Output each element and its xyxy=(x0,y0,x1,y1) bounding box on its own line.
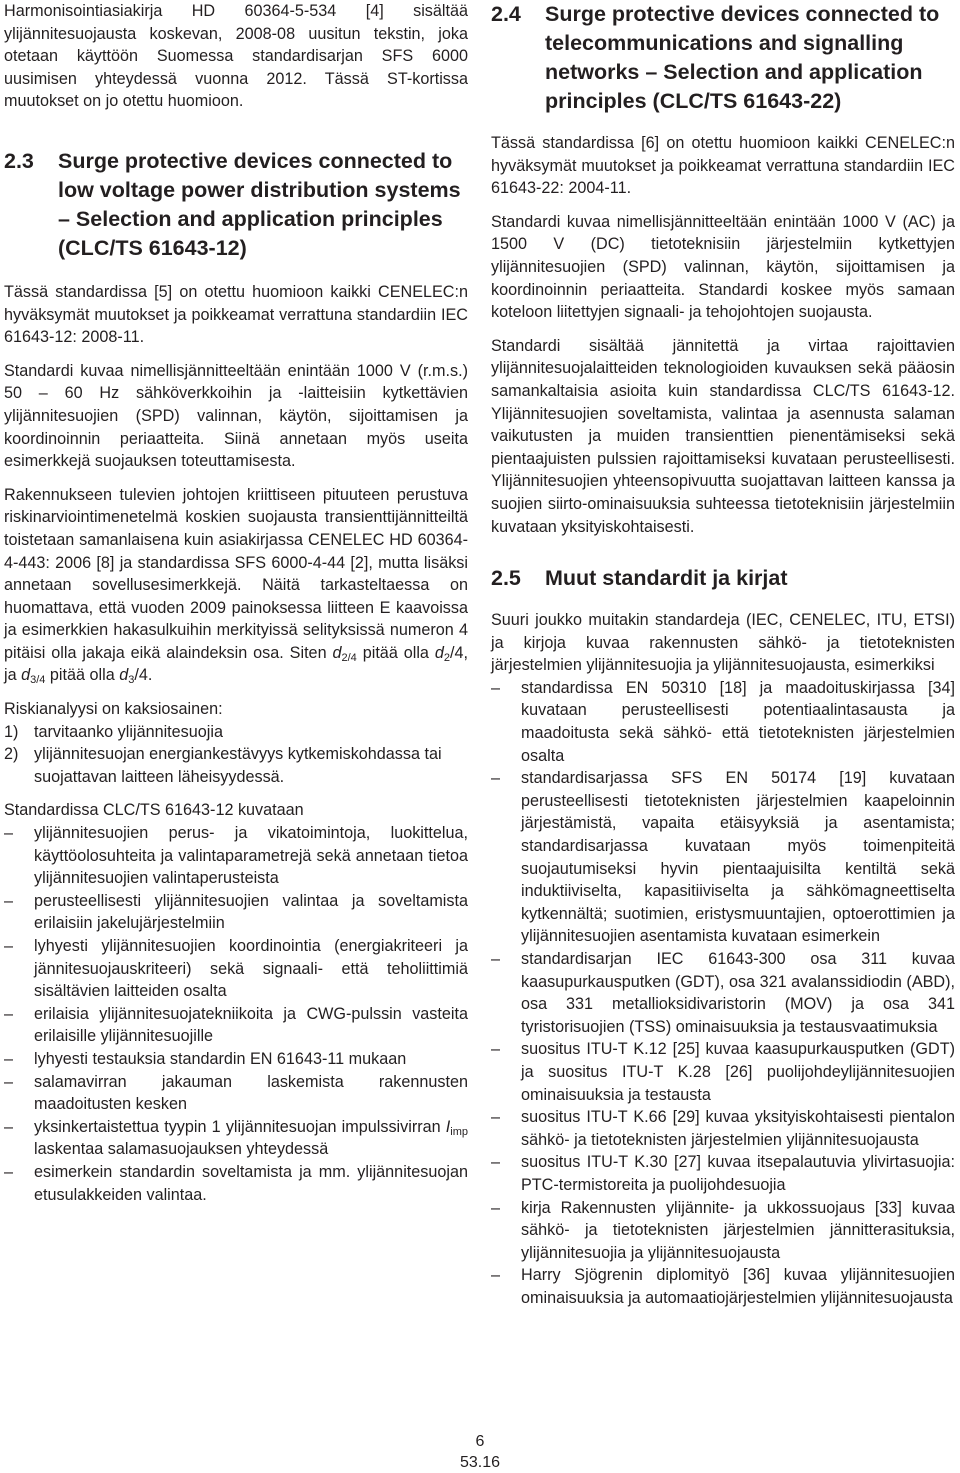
list-item: – erilaisia ylijännitesuojatekniikoita ja CWG-pulssin vasteita erilaisille ylijännitesuojille xyxy=(4,1003,468,1048)
section-2-3-heading xyxy=(4,147,468,263)
paragraph: Standardi sisältää jännitettä ja virtaa rajoittavien ylijännitesuojalaitteiden teknologioiden kuvauksen sekä pääosin samankaltaisia asioita kuin standardissa CLC/TS 61643-12. Ylijännitesuojien soveltamista, valintaa ja asennusta salaman vaikutusten ja muiden transienttien pienentämiseksi sekä pientaajuisten pulssien rajoittamiseksi kuvataan perusteellisesti. Ylijännitesuojien yhteensopivuutta suojattavan laitteen kanssa ja suojien siirto-ominaisuuksia suhteessa tietoteknisiin järjestelmiin kuvataan yksityiskohtaisesti. xyxy=(491,336,955,536)
paragraph: Standardissa CLC/TS 61643-12 kuvataan xyxy=(4,801,304,820)
paragraph: Riskianalyysi on kaksiosainen: xyxy=(4,700,223,719)
list-item: – suositus ITU-T K.12 [25] kuvaa kaasupurkausputken (GDT) ja suositus ITU-T K.28 [26] puolijohdeylijännitesuojien ominaisuuksia ja testausta xyxy=(491,1038,955,1106)
subscript: 2 xyxy=(443,651,450,664)
list-item: – esimerkein standardin soveltamista ja mm. ylijännitesuojan etusulakkeiden valintaa. xyxy=(4,1161,468,1206)
section-number: 2.5 xyxy=(491,566,521,591)
references-list xyxy=(491,677,955,1310)
page-number: 6 xyxy=(475,1433,485,1450)
subscript: 3/4 xyxy=(30,674,46,687)
text-run: Rakennukseen tulevien johtojen kriittiseen pituuteen perustuva riskinarviointimenetelmä koskien suojausta transienttijännitteiltä toistetaan samanlaisena kuin asiakirjassa CENELEC HD 60364-4-443: 2006 [8] ja standardissa SFS 6000-4-44 [2], mutta lisäksi annetaan sovellusesimerkkejä. Näitä tarkasteltaessa on huomattava, että vuoden 2009 painoksessa liitteen E kaavoissa ja esimerkkien hakasulkuihin merkityissä selityksissä numeron 4 pitäisi olla jakaja eikä alaindeksin osa. Siten xyxy=(4,485,468,662)
list-item: – suositus ITU-T K.30 [27] kuvaa itsepalautuvia ylivirtasuojia: PTC-termistoreita ja puolijohdesuojia xyxy=(491,1151,955,1196)
text-run: /4. xyxy=(134,666,153,685)
section-title: Surge protective devices connected to low voltage power distribution systems – Selection and application principles (CLC/TS 61643-12) xyxy=(58,148,461,260)
paragraph: Suuri joukko muitakin standardeja (IEC, CENELEC, ITU, ETSI) ja kirjoja kuvaa rakennusten sähkö- ja tietoteknisten järjestelmien ylijännitesuojia ja ylijännitesuojausta, esimerkiksi xyxy=(491,611,955,675)
risk-list xyxy=(4,721,468,789)
paragraph: Tässä standardissa [5] on otettu huomioon kaikki CENELEC:n hyväksymät muutokset ja poikkeamat verrattuna standardiin IEC 61643-12: 2008-11. xyxy=(4,282,468,347)
text-run: laskentaa salamasuojauksen yhteydessä xyxy=(34,1140,329,1159)
subscript: imp xyxy=(450,1125,468,1138)
list-item: – ylijännitesuojien perus- ja vikatoimintoja, luokittelua, käyttöolosuhteita ja valintaparametrejä sekä annetaan tietoa ylijännitesuojien valintaperusteista xyxy=(4,822,468,890)
list-item: – Harry Sjögrenin diplomityö [36] kuvaa ylijännitesuojien ominaisuuksia ja automaatiojärjestelmien ylijännitesuojausta xyxy=(491,1264,955,1309)
section-2-4-heading xyxy=(491,0,955,116)
text-run: d xyxy=(119,666,129,685)
paragraph: Tässä standardissa [6] on otettu huomioon kaikki CENELEC:n hyväksymät muutokset ja poikkeamat verrattuna standardiin IEC 61643-22: 2004-11. xyxy=(491,134,955,198)
list-item-text: ylijännitesuojan energiankestävyys kytkemiskohdassa tai suojattavan laitteen läheisyydessä. xyxy=(34,745,442,786)
section-number: 2.4 xyxy=(491,2,521,26)
list-item xyxy=(4,743,468,788)
list-item: – standardissa EN 50310 [18] ja maadoituskirjassa [34] kuvataan perusteellisesti potentiaalintasausta ja maadoitusta sekä sähkö- että tietoteknisten järjestelmien osalta xyxy=(491,677,955,767)
list-item: – kirja Rakennusten ylijännite- ja ukkossuojaus [33] kuvaa sähkö- ja tietoteknisten järjestelmien jännitterasituksia, ylijännitesuojia ja ylijännitesuojausta xyxy=(491,1197,955,1265)
issue-number: 53.16 xyxy=(459,1454,501,1471)
section-2-5-heading xyxy=(491,564,955,593)
list-item: – salamavirran jakauman laskemista rakennusten maadoitusten kesken xyxy=(4,1071,468,1116)
paragraph: Standardi kuvaa nimellisjännitteeltään enintään 1000 V (r.m.s.) 50 – 60 Hz sähköverkkoihin ja -laitteisiin kytkettävien ylijännitesuojien (SPD) valinnan, käytön, sijoittamisen ja koordinoinnin periaatteita. Siinä annetaan myös useita esimerkkejä suojauksen toteuttamisesta. xyxy=(4,361,468,471)
list-item: – suositus ITU-T K.66 [29] kuvaa yksityiskohtaisesti pientalon sähkö- ja tietoteknisten järjestelmien ylijännitesuojausta xyxy=(491,1106,955,1151)
text-run: pitää olla xyxy=(45,666,120,685)
list-marker: 1) xyxy=(4,722,19,741)
paragraph xyxy=(4,484,468,687)
section-number: 2.3 xyxy=(4,148,34,173)
list-item: – lyhyesti testauksia standardin EN 61643-11 mukaan xyxy=(4,1048,468,1071)
section-title: Muut standardit ja kirjat xyxy=(545,566,788,591)
left-column xyxy=(4,0,468,1206)
right-column xyxy=(491,0,955,1310)
text-run: d xyxy=(21,666,31,685)
section-title: Surge protective devices connected to telecommunications and signalling networks – Selection and application principles (CLC/TS 61643-22) xyxy=(545,2,940,113)
list-item: – standardisarjan IEC 61643-300 osa 311 kuvaa kaasupurkausputken (GDT), osa 321 avalanssidiodin (ABD), osa 331 metallioksidivaristorin (MOV) ja osa 341 tyristorisuojien (TSS) ominaisuuksia ja testausvaatimuksia xyxy=(491,948,955,1038)
intro-paragraph: Harmonisointiasiakirja HD 60364-5-534 [4] sisältää ylijännitesuojausta koskevan, 2008-08 uusitun tekstin, joka otetaan käyttöön Suomessa standardisarjan SFS 6000 uusimisen yhteydessä vuonna 2012. Tässä ST-kortissa muutokset on jo otettu huomioon. xyxy=(4,2,468,111)
text-run: /4, ja xyxy=(4,643,468,685)
list-item: – perusteellisesti ylijännitesuojien valintaa ja soveltamista erilaisiin jakelujärjestelmiin xyxy=(4,890,468,935)
text-run: d xyxy=(434,643,444,662)
list-item: – standardisarjassa SFS EN 50174 [19] kuvataan perusteellisesti tietoteknisten järjestelmien kaapeloinnin järjestämistä, vapaita etäisyyksiä ja asentamista; standardisarjassa kuvataan myös toimenpiteitä suojautumiseksi hyvin pientaajuisilta kentiltä sekä induktiiviselta, kapasitiiviselta ja sähkömagneettiselta kytkennältä; suotimien, eristysmuuntajien, optoerottimien ja ylijännitesuojien asentamista kuvataan esimerkein xyxy=(491,767,955,948)
text-run: d xyxy=(332,643,342,662)
scope-list xyxy=(4,822,468,1206)
text-run: pitää olla xyxy=(356,643,435,662)
subscript: 3 xyxy=(128,674,135,687)
list-item xyxy=(4,1116,468,1161)
text-run: I xyxy=(445,1117,451,1136)
subscript: 2/4 xyxy=(341,651,357,664)
text-run: yksinkertaistettua tyypin 1 ylijännitesuojan impulssivirran xyxy=(34,1117,446,1136)
list-item xyxy=(4,721,468,744)
list-marker: 2) xyxy=(4,745,19,764)
list-item: – lyhyesti ylijännitesuojien koordinointia (energiakriteeri ja jännitesuojauskriteeri) sekä signaali- että teholiittimiä sisältävien laitteiden osalta xyxy=(4,935,468,1003)
paragraph: Standardi kuvaa nimellisjännitteeltään enintään 1000 V (AC) ja 1500 V (DC) tietoteknisiin järjestelmiin kytkettyjen ylijännitesuojien (SPD) valinnan, käytön, sijoittamisen ja koordinoinnin periaatteita. Standardi koskee myös samaan koteloon liitettyjen signaali- ja tehojohtojen suojausta. xyxy=(491,212,955,322)
list-item-text: tarvitaanko ylijännitesuojia xyxy=(34,722,223,741)
